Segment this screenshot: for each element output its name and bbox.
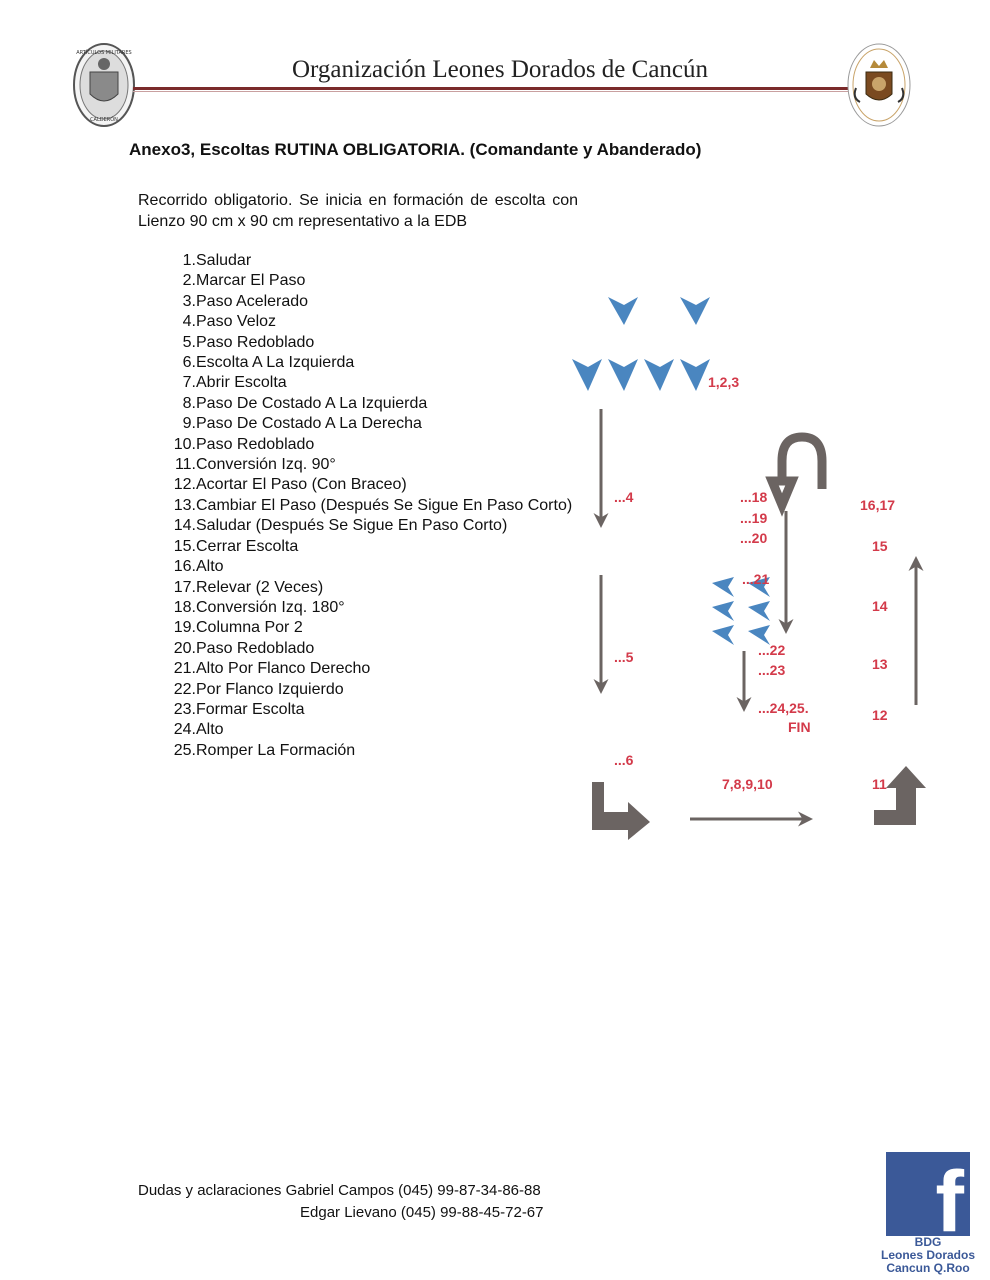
label-18: ...18 [740,489,768,505]
routine-item-text: Paso Redoblado [196,435,315,453]
routine-item [138,496,578,516]
label-24-25: ...24,25. [758,700,809,716]
footer-contacts [138,1180,544,1224]
chevron-left-marker [712,625,734,645]
intro-paragraph: Recorrido obligatorio. Se inicia en formación de escolta con Lienzo 90 cm x 90 cm representativo a la EDB [138,192,578,230]
routine-item [138,475,578,495]
routine-item-number: 21. [173,660,196,678]
facebook-caption-line: Cancun Q.Roo [886,1261,970,1275]
routine-item [138,516,578,536]
chevron-left-marker [712,577,734,597]
svg-text:CALDERÓN: CALDERÓN [90,117,118,123]
annex-title: Anexo3, Escoltas RUTINA OBLIGATORIA. (Comandante y Abanderado) [129,140,702,159]
svg-text:ARTÍCULOS MILITARES: ARTÍCULOS MILITARES [76,50,132,56]
routine-item-text: Alto Por Flanco Derecho [196,660,371,678]
routine-item-number: 2. [182,272,196,290]
routine-item-text: Paso De Costado A La Derecha [196,415,422,433]
routine-item [138,455,578,475]
right-crest-logo [846,42,912,128]
routine-item-text: Marcar El Paso [196,272,306,290]
label-20: ...20 [740,530,768,546]
routine-item-text: Paso Redoblado [196,639,315,657]
facebook-caption-line: Leones Dorados [880,1248,976,1262]
routine-item-text: Relevar (2 Veces) [196,578,324,596]
routine-item-number: 16. [173,558,196,576]
routine-item [138,659,578,679]
routine-item [138,639,578,659]
routine-item [138,414,578,434]
formation-markers-left [712,577,770,645]
routine-item-text: Abrir Escolta [196,374,287,392]
label-16-17: 16,17 [860,497,896,513]
routine-item-text: Paso Veloz [196,313,277,331]
routine-item [138,271,578,291]
routine-item [138,618,578,638]
header-divider [133,87,863,90]
routine-item-number: 9. [182,415,196,433]
routine-item-number: 7. [182,374,196,392]
routine-item [138,680,578,700]
routine-item [138,251,578,271]
routine-item-number: 5. [182,333,196,351]
facebook-icon: f [935,1154,964,1236]
routine-item-number: 25. [173,741,196,759]
routine-item-text: Alto [196,721,224,739]
chevron-down-marker [572,359,602,391]
chevron-down-marker [680,297,710,325]
chevron-down-marker [608,359,638,391]
left-seal-logo [72,42,136,128]
routine-item [138,537,578,557]
routine-item-text: Acortar El Paso (Con Braceo) [196,476,407,494]
routine-item-number: 17. [173,578,196,596]
chevron-down-marker [608,297,638,325]
label-21: ...21 [742,571,770,587]
routine-item-number: 1. [182,252,196,269]
label-4: ...4 [614,489,634,505]
routine-item [138,394,578,414]
routine-item-number: 11. [174,456,196,474]
routine-item [138,333,578,353]
routine-item-text: Romper La Formación [196,741,356,759]
contact-line-2: Edgar Lievano (045) 99-88-45-72-67 [300,1204,544,1221]
routine-item-number: 23. [173,700,196,718]
routine-item-text: Formar Escolta [196,700,305,718]
facebook-caption-line: BDG [914,1235,942,1249]
chevron-left-marker [712,601,734,621]
routine-item-number: 8. [182,394,196,412]
routine-item [138,578,578,598]
label-22: ...22 [758,642,786,658]
routine-item [138,312,578,332]
label-13: 13 [872,656,888,672]
label-11: 11 [872,776,887,792]
routine-item-number: 19. [173,619,196,637]
routine-item-number: 6. [182,354,196,372]
routine-item-text: Paso Acelerado [196,292,309,310]
routine-item [138,292,578,312]
routine-item-text: Alto [196,558,224,576]
header-title: Organización Leones Dorados de Cancún [291,56,709,83]
routine-item-text: Conversión Izq. 90° [196,456,336,474]
routine-item-number: 18. [173,598,196,616]
label-14: 14 [872,598,888,614]
label-15: 15 [872,538,888,554]
routine-item-number: 10. [173,435,196,453]
routine-item-text: Por Flanco Izquierdo [196,680,344,698]
label-fin: FIN [788,719,811,735]
formation-markers-top [572,297,710,391]
routine-item-text: Columna Por 2 [196,619,303,637]
routine-item-text: Paso Redoblado [196,333,315,351]
u-turn-arrow [772,437,822,505]
routine-item-text: Escolta A La Izquierda [196,354,355,372]
routine-item-text: Cambiar El Paso (Después Se Sigue En Paso Corto) [196,496,573,514]
label-19: ...19 [740,510,768,526]
routine-item [138,700,578,720]
header-divider-thin [133,91,863,92]
routine-item-number: 4. [182,313,196,331]
label-1-2-3: 1,2,3 [708,374,740,390]
label-6: ...6 [614,752,634,768]
routine-item-text: Paso De Costado A La Izquierda [196,394,428,412]
routine-item-number: 20. [173,639,196,657]
label-12: 12 [872,707,888,723]
routine-list [138,251,578,761]
routine-item [138,435,578,455]
chevron-left-marker [748,601,770,621]
routine-item [138,741,578,761]
routine-item-number: 24. [173,721,196,739]
turn-right-arrow [592,782,650,840]
facebook-caption [870,1236,986,1275]
turn-up-arrow [874,766,926,825]
routine-item-number: 13. [173,496,196,514]
chevron-down-marker [644,359,674,391]
routine-item-text: Conversión Izq. 180° [196,598,345,616]
routine-item-number: 12. [173,476,196,494]
routine-item-number: 3. [182,292,196,310]
route-diagram [560,285,960,845]
routine-item-text: Cerrar Escolta [196,537,299,555]
contact-line-1: Dudas y aclaraciones Gabriel Campos (045) 99-87-34-86-88 [138,1182,541,1199]
label-5: ...5 [614,649,634,665]
label-7-8-9-10: 7,8,9,10 [722,776,773,792]
routine-item-number: 14. [173,517,196,535]
label-23: ...23 [758,662,786,678]
routine-item [138,720,578,740]
routine-item [138,598,578,618]
routine-item-text: Saludar [196,252,252,269]
routine-item [138,557,578,577]
routine-item [138,373,578,393]
routine-item-text: Saludar (Después Se Sigue En Paso Corto) [196,517,508,535]
routine-item-number: 22. [173,680,196,698]
chevron-down-marker [680,359,710,391]
routine-item [138,353,578,373]
routine-item-number: 15. [173,537,196,555]
